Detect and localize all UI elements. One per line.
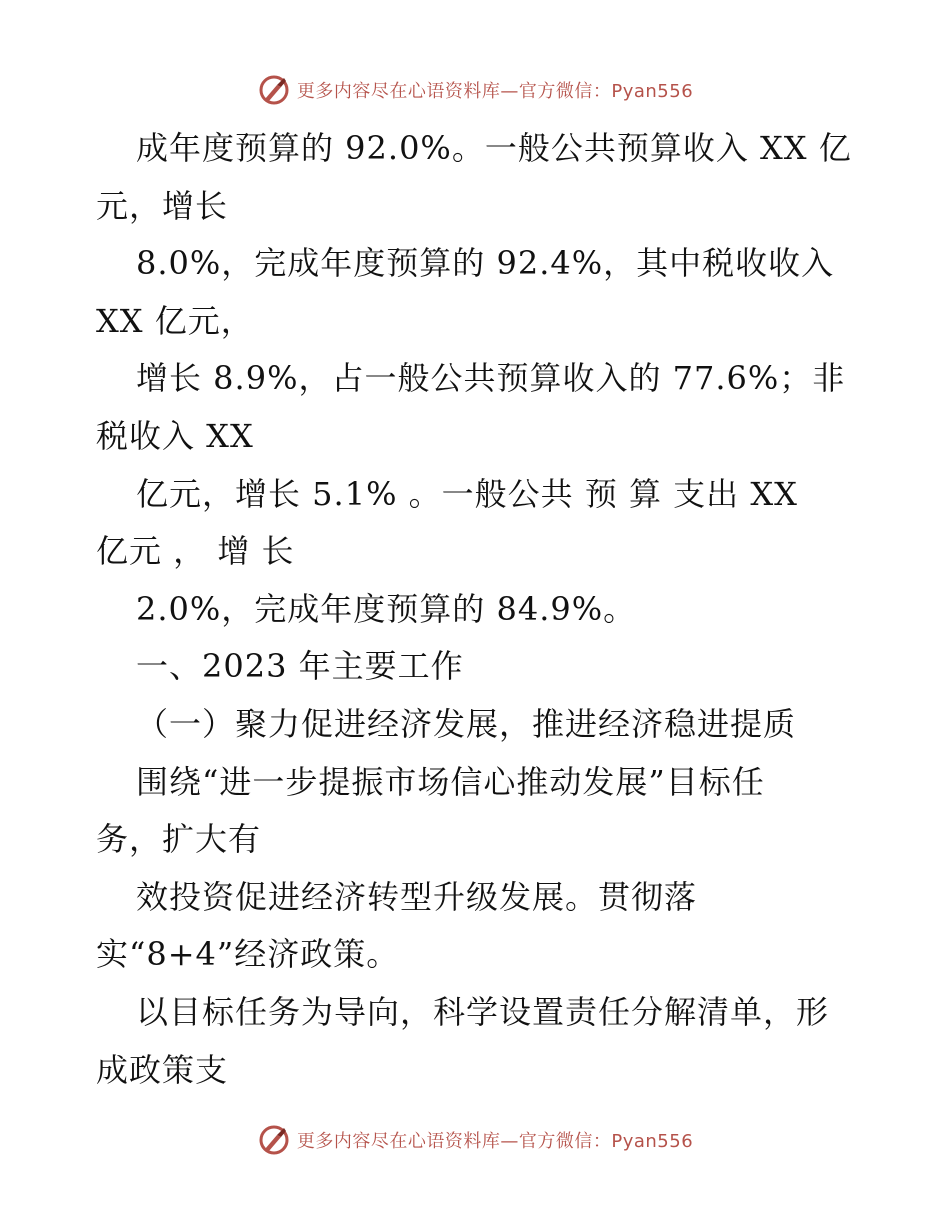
text-line: 8.0%，完成年度预算的 92.4%，其中税收收入 — [136, 244, 835, 283]
text-line: 一、2023 年主要工作 — [136, 647, 464, 686]
text-line: 增长 8.9%，占一般公共预算收入的 77.6%；非 — [136, 359, 846, 398]
text-line: 2.0%，完成年度预算的 84.9%。 — [136, 589, 637, 628]
footer-watermark — [0, 1120, 950, 1160]
document-body — [96, 120, 866, 1099]
text-line: （一）聚力促进经济发展，推进经济稳进提质 — [136, 704, 797, 743]
watermark-text: 更多内容尽在心语资料库—官方微信：Pyan556 — [296, 1131, 694, 1152]
text-line: XX 亿元， — [96, 301, 254, 340]
text-line: 效投资促进经济转型升级发展。贯彻落 — [136, 877, 698, 916]
text-line: 以目标任务为导向，科学设置责任分解清单，形 — [136, 992, 830, 1031]
text-line: 成政策支 — [96, 1050, 229, 1089]
text-line: 务，扩大有 — [96, 820, 262, 859]
brush-pen-logo-icon — [257, 73, 291, 107]
watermark-text: 更多内容尽在心语资料库—官方微信：Pyan556 — [296, 81, 694, 102]
header-watermark — [0, 70, 950, 110]
text-line: 成年度预算的 92.0%。一般公共预算收入 XX 亿 — [136, 129, 852, 167]
text-line: 实“8+4”经济政策。 — [96, 935, 400, 974]
brush-pen-logo-icon — [257, 1123, 291, 1157]
text-line: 亿元 ， 增 长 — [96, 532, 295, 571]
text-line: 税收入 XX — [96, 416, 254, 455]
text-line: 元，增长 — [96, 186, 229, 225]
text-line: 围绕“进一步提振市场信心推动发展”目标任 — [136, 762, 765, 801]
text-line: 亿元，增长 5.1% 。一般公共 预 算 支出 XX — [136, 474, 798, 513]
